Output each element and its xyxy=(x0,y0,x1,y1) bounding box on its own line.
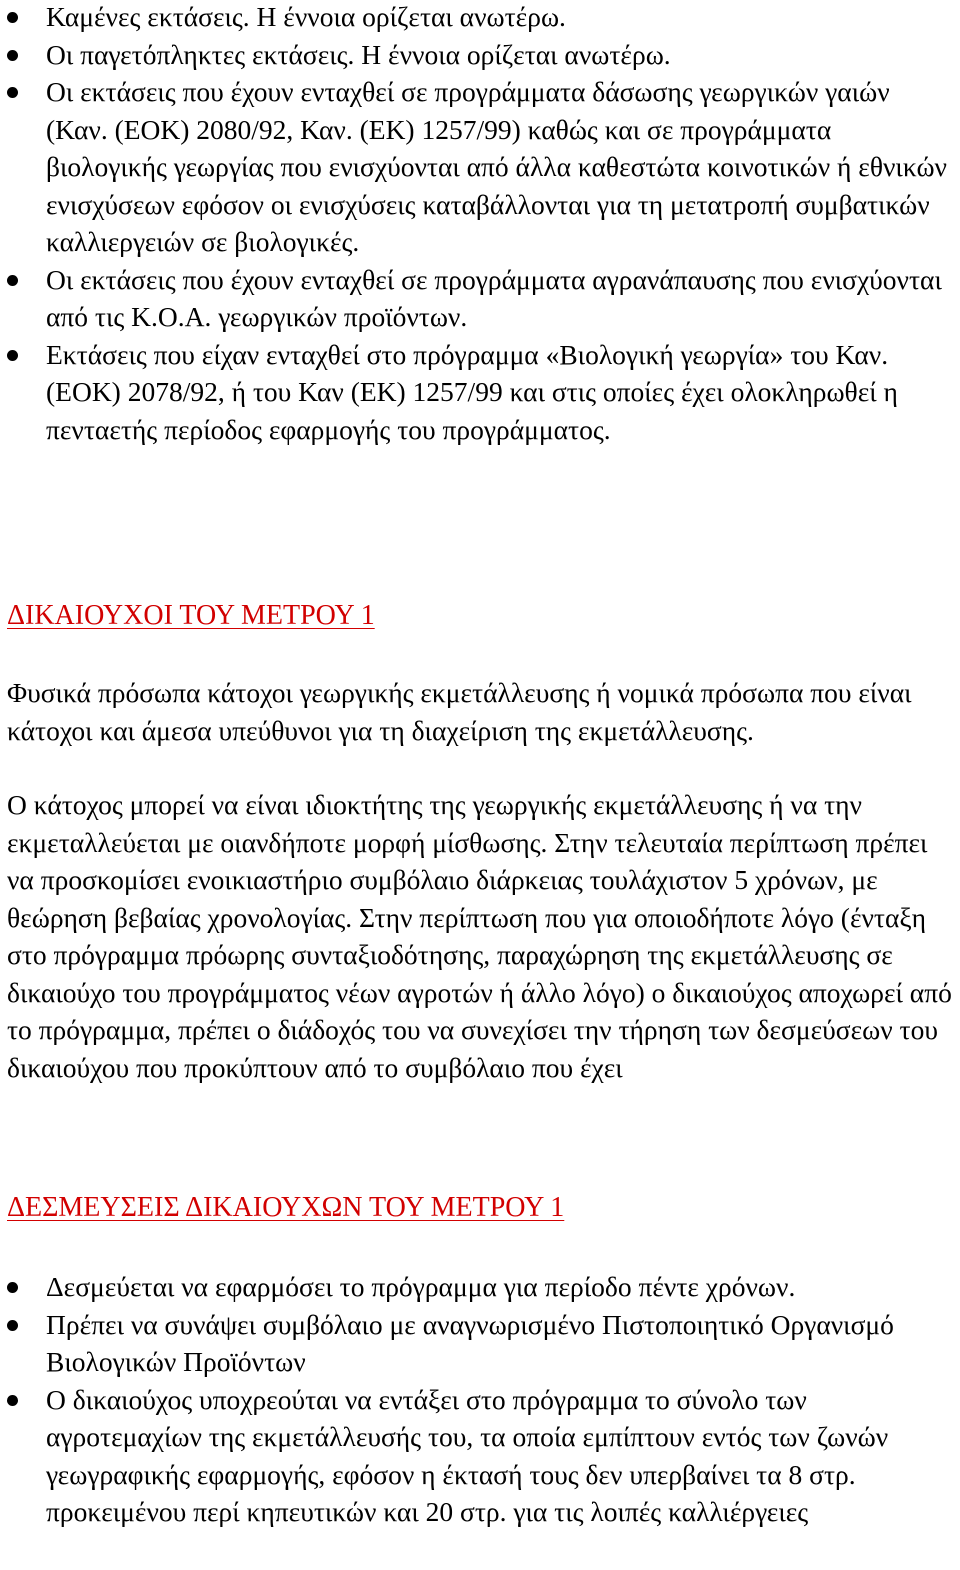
commitments-list xyxy=(0,1268,950,1531)
list-item-text: Οι εκτάσεις που έχουν ενταχθεί σε προγράμματα δάσωσης γεωργικών γαιών (Καν. (ΕΟΚ) 2080/92, Καν. (ΕΚ) 1257/99) καθώς και σε προγράμματα βιολογικής γεωργίας που ενισχύονται από άλλα καθεστώτα κοινοτικών ή εθνικών ενισχύσεων εφόσον οι ενισχύσεις καταβάλλονται για τη μετατροπή συμβατικών καλλιεργειών σε βιολογικές. xyxy=(46,76,947,257)
bullet-icon xyxy=(7,87,18,98)
list-item-text: Εκτάσεις που είχαν ενταχθεί στο πρόγραμμα «Βιολογική γεωργία» του Καν. (ΕΟΚ) 2078/92, ή του Καν (ΕΚ) 1257/99 και στις οποίες έχει ολοκληρωθεί η πενταετής περίοδος εφαρμογής του προγράμματος. xyxy=(46,338,898,445)
bullet-icon xyxy=(7,50,18,61)
holder-paragraph: Ο κάτοχος μπορεί να είναι ιδιοκτήτης της γεωργικής εκμετάλλευσης ή να την εκμεταλλεύεται με οιανδήποτε μορφή μίσθωσης. Στην τελευταία περίπτωση πρέπει να προσκομίσει ενοικιαστήριο συμβόλαιο διάρκειας τουλάχιστον 5 χρόνων, με θεώρηση βεβαίας χρονολογίας. Στην περίπτωση που για οποιοδήποτε λόγο (ένταξη στο πρόγραμμα πρόωρης συνταξιοδότησης, παραχώρηση της εκμετάλλευσης σε δικαιούχο του προγράμματος νέων αγροτών ή άλλο λόγο) ο δικαιούχος αποχωρεί από το πρόγραμμα, πρέπει ο διάδοχός του να συνεχίσει την τήρηση των δεσμεύσεων του δικαιούχου που προκύπτουν από το συμβόλαιο που έχει xyxy=(7,789,952,1083)
bullet-icon xyxy=(7,1320,18,1331)
bullet-icon xyxy=(7,12,18,23)
commitments-heading: ΔΕΣΜΕΥΣΕΙΣ ΔΙΚΑΙΟΥΧΩΝ ΤΟΥ ΜΕΤΡΟΥ 1 xyxy=(7,1192,565,1223)
list-item xyxy=(0,36,950,74)
list-item-text: Ο δικαιούχος υποχρεούται να εντάξει στο πρόγραμμα το σύνολο των αγροτεμαχίων της εκμετάλλευσής του, τα οποία εμπίπτουν εντός των ζωνών γεωγραφικής εφαρμογής, εφόσον η έκτασή τους δεν υπερβαίνει τα 8 στρ. προκειμένου περί κηπευτικών και 20 στρ. για τις λοιπές καλλιέργειες xyxy=(46,1383,889,1527)
list-item-text: Καμένες εκτάσεις. Η έννοια ορίζεται ανωτέρω. xyxy=(46,1,566,32)
list-item xyxy=(0,73,950,261)
list-item-text: Οι παγετόπληκτες εκτάσεις. Η έννοια ορίζεται ανωτέρω. xyxy=(46,38,671,70)
beneficiaries-heading: ΔΙΚΑΙΟΥΧΟΙ ΤΟΥ ΜΕΤΡΟΥ 1 xyxy=(7,600,375,631)
list-item xyxy=(0,1381,950,1531)
list-item-text: Δεσμεύεται να εφαρμόσει το πρόγραμμα για περίοδο πέντε χρόνων. xyxy=(46,1271,796,1302)
eligible-land-list xyxy=(0,0,950,448)
list-item xyxy=(0,261,950,336)
list-item xyxy=(0,336,950,449)
list-item xyxy=(0,1306,950,1381)
bullet-icon xyxy=(7,1395,18,1406)
bullet-icon xyxy=(7,1282,18,1293)
list-item-text: Οι εκτάσεις που έχουν ενταχθεί σε προγράμματα αγρανάπαυσης που ενισχύονται από τις Κ.Ο.Α. γεωργικών προϊόντων. xyxy=(46,263,942,332)
beneficiaries-paragraph: Φυσικά πρόσωπα κάτοχοι γεωργικής εκμετάλλευσης ή νομικά πρόσωπα που είναι κάτοχοι και άμεσα υπεύθυνοι για τη διαχείριση της εκμετάλλευσης. xyxy=(7,677,912,746)
bullet-icon xyxy=(7,350,18,361)
list-item-text: Πρέπει να συνάψει συμβόλαιο με αναγνωρισμένο Πιστοποιητικό Οργανισμό Βιολογικών Προϊόντων xyxy=(46,1308,894,1377)
list-item xyxy=(0,0,950,36)
bullet-icon xyxy=(7,275,18,286)
list-item xyxy=(0,1268,950,1306)
